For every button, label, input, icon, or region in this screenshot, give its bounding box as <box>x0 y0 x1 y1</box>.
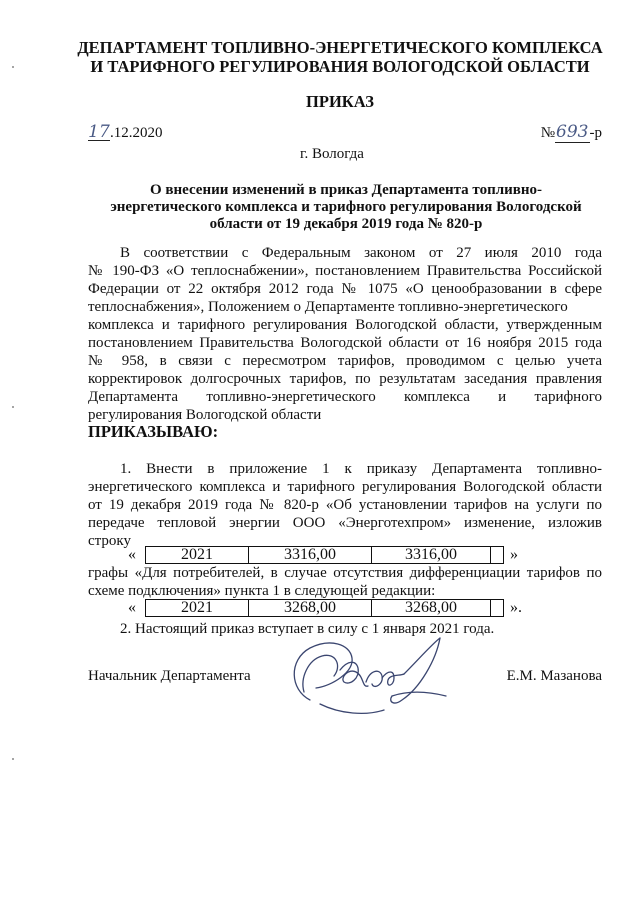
preamble-line: корректировок долгосрочных тарифов, по результатам заседания правления <box>88 371 602 387</box>
item-1-paragraph <box>88 460 602 550</box>
preamble-line: В соответствии с Федеральным законом от 27 июля 2010 года <box>120 245 602 261</box>
signatory-name: Е.М. Мазанова <box>506 668 602 684</box>
cell-value-1: 3316,00 <box>248 546 372 564</box>
subject-line-3: области от 19 декабря 2019 года № 820-р <box>209 216 483 232</box>
quote-open: « <box>128 599 136 616</box>
order-directive-word: ПРИКАЗЫВАЮ: <box>88 422 219 441</box>
scan-mark <box>12 758 14 760</box>
item-1-line: 1. Внести в приложение 1 к приказу Департамента топливно- <box>120 461 602 477</box>
item-2-line: 2. Настоящий приказ вступает в силу с 1 января 2021 года. <box>120 621 495 637</box>
cell-value-1: 3268,00 <box>248 599 372 617</box>
item-1-line: передаче тепловой энергии ООО «Энерготехпром» изменение, изложив <box>88 515 602 531</box>
department-line-1: ДЕПАРТАМЕНТ ТОПЛИВНО-ЭНЕРГЕТИЧЕСКОГО КОМПЛЕКСА <box>77 38 603 57</box>
preamble-line: Департамента топливно-энергетического комплекса и тарифного <box>88 389 602 405</box>
quote-open: « <box>128 546 136 563</box>
subject-line-2: энергетического комплекса и тарифного регулирования Вологодской <box>110 199 582 215</box>
quote-close: » <box>510 546 518 563</box>
item-1-line: схеме подключения» пункта 1 в следующей редакции: <box>88 583 436 599</box>
cell-empty <box>490 546 504 564</box>
document-type-title: ПРИКАЗ <box>306 92 374 111</box>
quote-close: ». <box>510 599 522 616</box>
preamble-line: № 190-ФЗ «О теплоснабжении», постановлением Правительства Российской <box>88 263 602 279</box>
preamble-line: Федерации от 22 октября 2012 года № 1075 «О ценообразовании в сфере <box>88 281 602 297</box>
item-1-line: энергетического комплекса и тарифного регулирования Вологодской области <box>88 479 602 495</box>
number-sign: № <box>540 125 556 141</box>
order-subject <box>90 182 602 233</box>
number-suffix: -р <box>589 125 602 141</box>
preamble-paragraph <box>88 244 602 424</box>
signatory-position: Начальник Департамента <box>88 668 251 684</box>
item-1-line: от 19 декабря 2019 года № 820-р «Об установлении тарифов на услуги по <box>88 497 602 513</box>
order-number <box>541 124 602 142</box>
scan-mark <box>12 406 14 408</box>
preamble-line: регулирования Вологодской области <box>88 407 322 423</box>
item-1-line: графы «Для потребителей, в случае отсутствия дифференциации тарифов по <box>88 565 602 581</box>
item-1-line: строку <box>88 533 131 549</box>
cell-value-2: 3316,00 <box>371 546 491 564</box>
cell-year: 2021 <box>145 599 249 617</box>
handwritten-signature <box>270 630 460 730</box>
preamble-line: постановлением Правительства Вологодской области от 16 ноября 2015 года <box>88 335 602 351</box>
scan-mark <box>12 66 14 68</box>
number-handwritten: 693 <box>556 122 589 142</box>
cell-value-2: 3268,00 <box>371 599 491 617</box>
department-line-2: И ТАРИФНОГО РЕГУЛИРОВАНИЯ ВОЛОГОДСКОЙ ОБЛАСТИ <box>90 57 590 76</box>
preamble-line: комплекса и тарифного регулирования Вологодской области, утвержденным <box>88 317 602 333</box>
tariff-row-new <box>128 599 522 617</box>
tariff-row-old <box>128 546 518 564</box>
item-1-continuation <box>88 564 602 600</box>
date-number-row <box>88 124 602 146</box>
city-name: г. Вологда <box>300 146 364 162</box>
department-name <box>60 38 620 76</box>
preamble-line: № 958, в связи с пересмотром тарифов, проводимом с целью учета <box>88 353 602 369</box>
cell-year: 2021 <box>145 546 249 564</box>
cell-empty <box>490 599 504 617</box>
date-month-year: .12.2020 <box>110 125 163 141</box>
preamble-line: теплоснабжения», Положением о Департаменте топливно-энергетического <box>88 299 568 315</box>
subject-line-1: О внесении изменений в приказ Департамента топливно- <box>149 182 543 198</box>
date-day-handwritten: 17 <box>88 122 110 142</box>
